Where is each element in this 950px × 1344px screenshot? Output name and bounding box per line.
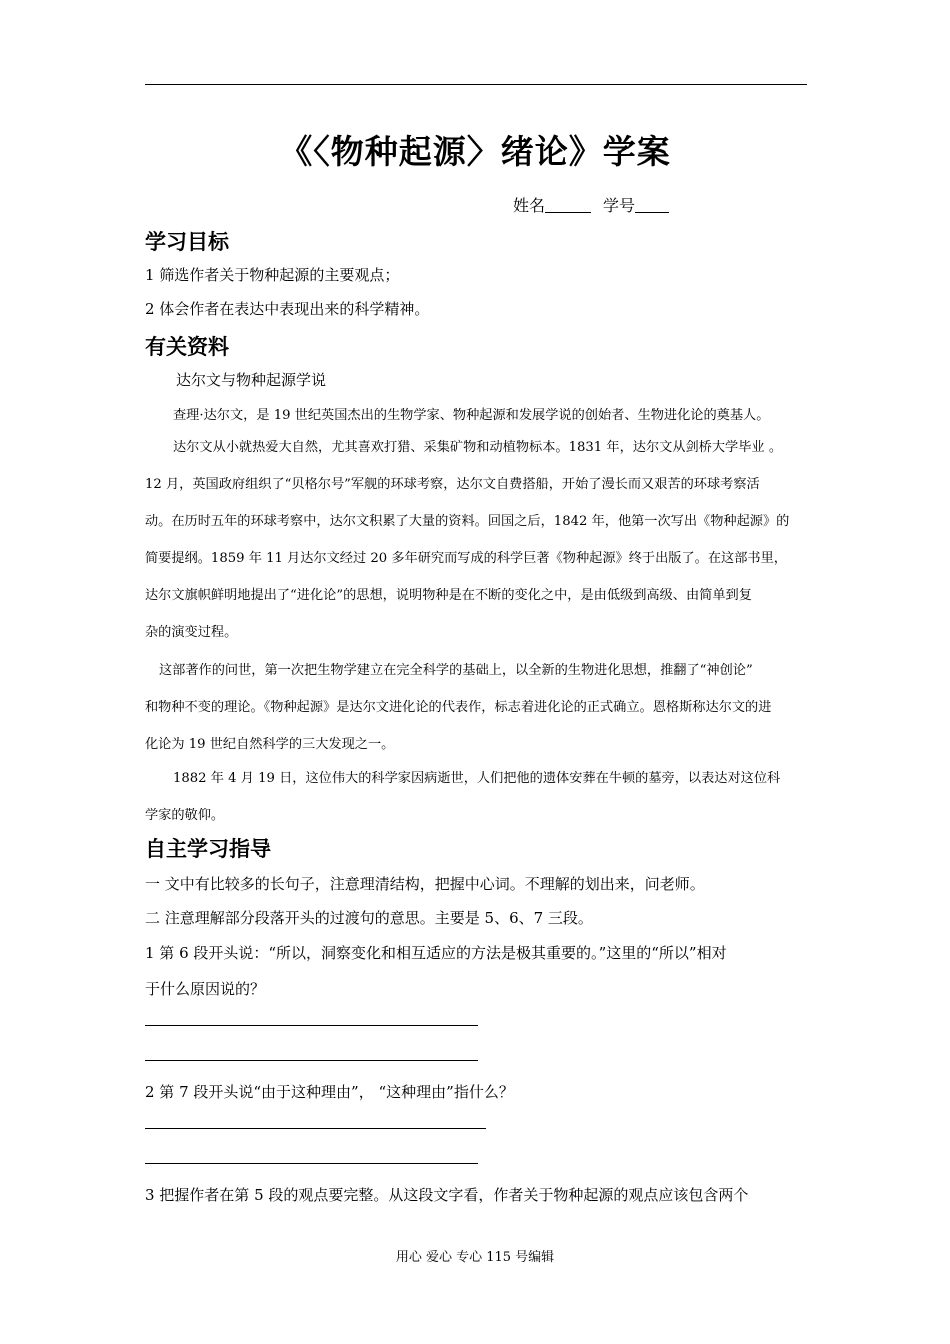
guide-question: 2 第 7 段开头说“由于这种理由”， “这种理由”指什么？ [145,1083,514,1101]
guide-line: 一 文中有比较多的长句子，注意理清结构，把握中心词。不理解的划出来，问老师。 [145,875,705,893]
guide-question: 1 第 6 段开头说：“所以，洞察变化和相互适应的方法是极其重要的。”这里的“所以”相对 [145,944,727,962]
answer-line[interactable] [145,1025,478,1026]
materials-line: 杂的演变过程。 [145,625,238,640]
materials-line: 学家的敬仰。 [145,808,225,823]
answer-line[interactable] [145,1128,486,1129]
objectives-heading: 学习目标 [145,230,229,254]
header-rule [145,84,807,85]
materials-line: 和物种不变的理论。《物种起源》是达尔文进化论的代表作，标志着进化论的正式确立。恩格斯称达尔文的进 [145,700,772,715]
answer-line[interactable] [145,1163,478,1164]
materials-line: 12 月，英国政府组织了“贝格尔号”军舰的环球考察，达尔文自费搭船，开始了漫长而又艰苦的环球考察活 [145,477,760,492]
name-blank[interactable] [545,212,591,213]
name-label: 姓名 [513,196,546,215]
guide-heading: 自主学习指导 [145,837,271,861]
materials-line: 这部著作的问世，第一次把生物学建立在完全科学的基础上，以全新的生物进化思想，推翻了“神创论” [159,663,753,678]
materials-line: 达尔文旗帜鲜明地提出了“进化论”的思想，说明物种是在不断的变化之中，是由低级到高级、由简单到复 [145,588,752,603]
id-label: 学号 [603,196,636,215]
materials-line: 查理·达尔文，是 19 世纪英国杰出的生物学家、物种起源和发展学说的创始者、生物进化论的奠基人。 [173,408,770,423]
materials-line: 1882 年 4 月 19 日，这位伟大的科学家因病逝世，人们把他的遗体安葬在牛顿的墓旁，以表达对这位科 [173,771,781,786]
materials-line: 达尔文从小就热爱大自然，尤其喜欢打猎、采集矿物和动植物标本。1831 年，达尔文从剑桥大学毕业 。 [173,440,783,455]
guide-question: 3 把握作者在第 5 段的观点要完整。从这段文字看，作者关于物种起源的观点应该包含两个 [145,1186,749,1204]
materials-line: 简要提纲。1859 年 11 月达尔文经过 20 多年研究而写成的科学巨著《物种起源》终于出版了。在这部书里， [145,551,787,566]
page-title: 《〈物种起源〉绪论》学案 [279,132,671,171]
guide-line: 二 注意理解部分段落开头的过渡句的意思。主要是 5、6、7 三段。 [145,909,593,927]
materials-line: 动。在历时五年的环球考察中，达尔文积累了大量的资料。回国之后，1842 年，他第一次写出《物种起源》的 [145,514,790,529]
materials-line: 化论为 19 世纪自然科学的三大发现之一。 [145,737,395,752]
materials-heading: 有关资料 [145,335,229,359]
page-footer: 用心 爱心 专心 115 号编辑 [395,1250,555,1265]
objective-item: 1 筛选作者关于物种起源的主要观点； [145,266,400,284]
name-id-fields [513,193,669,216]
objective-item: 2 体会作者在表达中表现出来的科学精神。 [145,300,430,318]
guide-question: 于什么原因说的？ [145,980,266,998]
materials-subtitle: 达尔文与物种起源学说 [176,371,327,389]
id-blank[interactable] [635,212,669,213]
answer-line[interactable] [145,1060,478,1061]
